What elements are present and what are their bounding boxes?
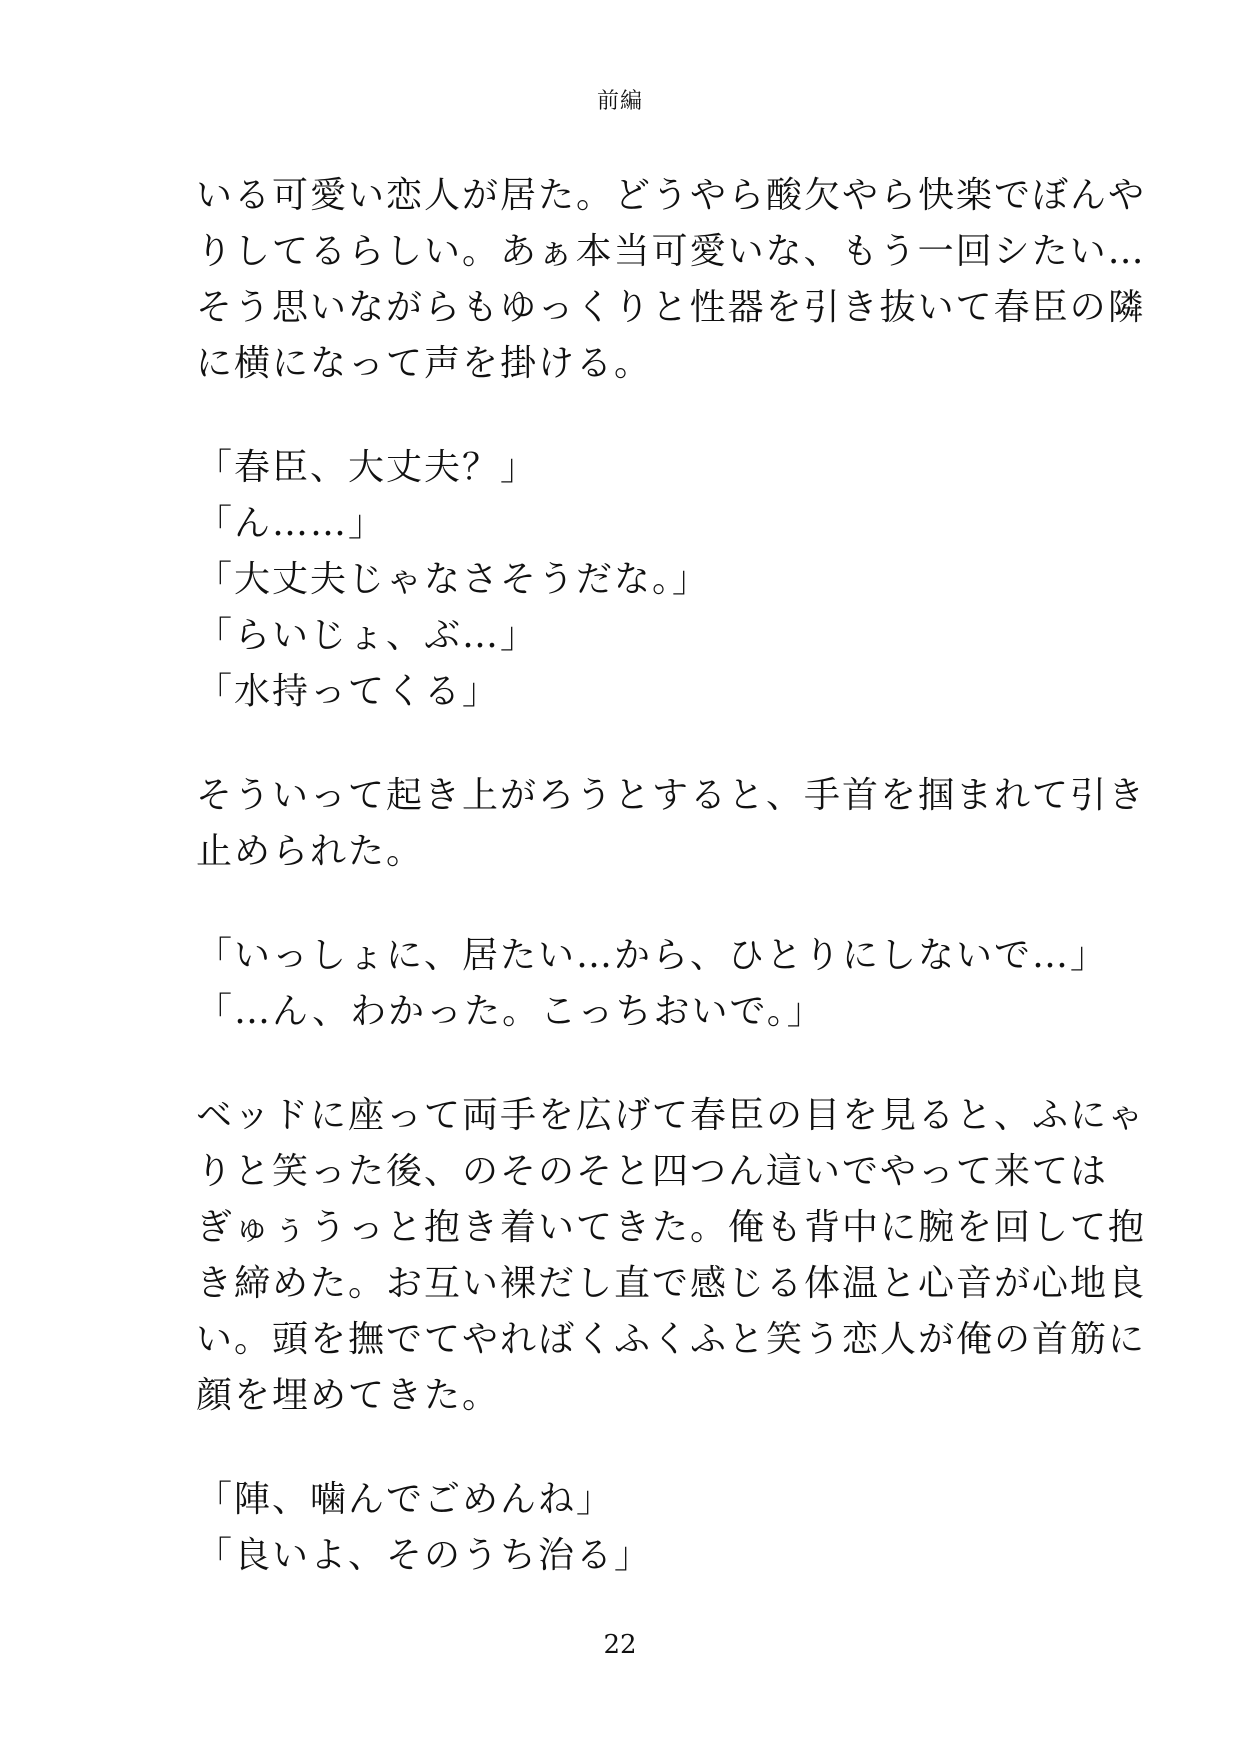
text-line: ベッドに座って両手を広げて春臣の目を見ると、ふにゃ <box>196 1095 1146 1136</box>
paragraph <box>196 1472 1076 1584</box>
text-line: 「春臣、大丈夫？」 <box>196 447 539 488</box>
text-line: りしてるらしい。あぁ本当可愛いな、もう一回シたい… <box>196 231 1146 272</box>
paragraph-gap <box>196 392 1076 440</box>
text-line: 「良いよ、そのうち治る」 <box>196 1535 653 1576</box>
body-text <box>196 168 1147 1584</box>
text-line: 「ん……」 <box>196 503 387 544</box>
page-number: 22 <box>603 1630 637 1660</box>
text-line: に横になって声を掛ける。 <box>196 343 653 384</box>
text-line: 「大丈夫じゃなさそうだな。」 <box>196 559 711 600</box>
text-line: 「らいじょ、ぶ…」 <box>196 615 539 656</box>
paragraph <box>196 440 1076 720</box>
text-line: 「…ん、わかった。こっちおいで。」 <box>196 991 825 1032</box>
section-title: 前編 <box>596 89 643 114</box>
paragraph-gap <box>196 1424 1076 1472</box>
paragraph <box>196 168 1147 392</box>
paragraph-gap <box>196 720 1076 768</box>
paragraph <box>196 768 1147 880</box>
paragraph-gap <box>196 880 1076 928</box>
text-line: 「いっしょに、居たい…から、ひとりにしないで…」 <box>196 935 1109 976</box>
paragraph-gap <box>196 1040 1076 1088</box>
text-line: そう思いながらもゆっくりと性器を引き抜いて春臣の隣 <box>196 287 1146 328</box>
paragraph <box>196 1088 1147 1424</box>
text-line: 「水持ってくる」 <box>196 671 501 712</box>
text-line: き締めた。お互い裸だし直で感じる体温と心音が心地良 <box>196 1263 1147 1304</box>
text-line: 「陣、噛んでごめんね」 <box>196 1479 615 1520</box>
text-line: そういって起き上がろうとすると、手首を掴まれて引き <box>196 775 1147 816</box>
text-line: い。頭を撫でてやればくふくふと笑う恋人が俺の首筋に <box>196 1319 1147 1360</box>
text-line: 顔を埋めてきた。 <box>196 1375 501 1416</box>
text-line: いる可愛い恋人が居た。どうやら酸欠やら快楽でぼんや <box>196 175 1147 216</box>
text-line: 止められた。 <box>196 831 425 872</box>
paragraph <box>196 928 1109 1040</box>
text-line: ぎゅぅうっと抱き着いてきた。俺も背中に腕を回して抱 <box>196 1207 1147 1248</box>
text-line: りと笑った後、のそのそと四つん這いでやって来ては <box>196 1151 1109 1192</box>
